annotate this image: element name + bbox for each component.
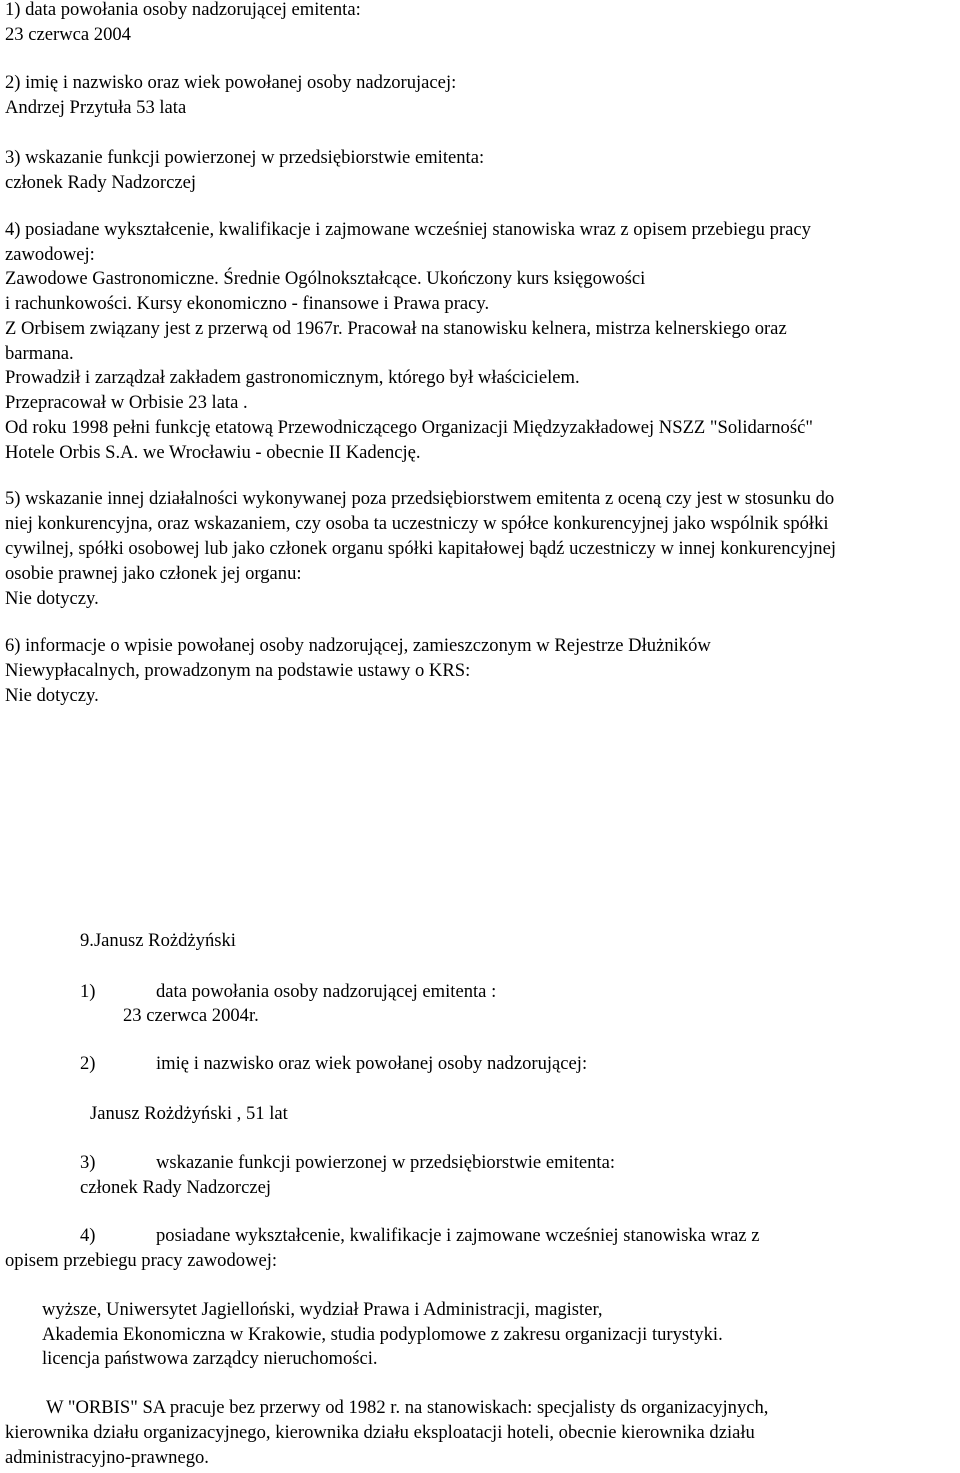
answer-4-line: Od roku 1998 pełni funkcję etatową Przewodniczącego Organizacji Międzyzakładowej NSZZ "Solidarność" <box>5 417 813 438</box>
item-1-answer: 23 czerwca 2004r. <box>123 1005 259 1026</box>
item-number: 4) <box>80 1225 96 1246</box>
item-2-answer: Janusz Rożdżyński , 51 lat <box>90 1103 288 1124</box>
question-6-line: Niewypłacalnych, prowadzonym na podstawie ustawy o KRS: <box>5 660 471 681</box>
question-2: 2) imię i nazwisko oraz wiek powołanej osoby nadzorujacej: <box>5 72 457 93</box>
item-number: 3) <box>80 1152 96 1173</box>
education-line: Akademia Ekonomiczna w Krakowie, studia podyplomowe z zakresu organizacji turystyki. <box>42 1324 723 1345</box>
item-text: posiadane wykształcenie, kwalifikacje i zajmowane wcześniej stanowiska wraz z <box>156 1225 760 1246</box>
career-line: W "ORBIS" SA pracuje bez przerwy od 1982 r. na stanowiskach: specjalisty ds organizacyjnych, <box>46 1397 769 1418</box>
answer-4-line: i rachunkowości. Kursy ekonomiczno - finansowe i Prawa pracy. <box>5 293 490 314</box>
answer-4-line: Przepracował w Orbisie 23 lata . <box>5 392 248 413</box>
answer-3: członek Rady Nadzorczej <box>5 172 197 193</box>
numbered-item-2 <box>80 1052 587 1076</box>
question-6-line: 6) informacje o wpisie powołanej osoby nadzorującej, zamieszczonym w Rejestrze Dłużników <box>5 635 711 656</box>
answer-4-line: Z Orbisem związany jest z przerwą od 1967r. Pracował na stanowisku kelnera, mistrza kelnerskiego oraz <box>5 318 787 339</box>
numbered-item-4 <box>80 1224 760 1248</box>
answer-1: 23 czerwca 2004 <box>5 24 131 45</box>
item-text: wskazanie funkcji powierzonej w przedsiębiorstwie emitenta: <box>156 1152 615 1173</box>
education-line: licencja państwowa zarządcy nieruchomości. <box>42 1348 378 1369</box>
question-5-line: cywilnej, spółki osobowej lub jako członek organu spółki kapitałowej bądź uczestniczy w innej konkurencyjnej <box>5 538 836 559</box>
item-text: imię i nazwisko oraz wiek powołanej osoby nadzorującej: <box>156 1053 588 1074</box>
answer-6: Nie dotyczy. <box>5 685 99 706</box>
question-1: 1) data powołania osoby nadzorującej emitenta: <box>5 0 361 20</box>
numbered-item-1 <box>80 980 496 1004</box>
item-text: data powołania osoby nadzorującej emitenta : <box>156 981 497 1002</box>
question-5-line: osobie prawnej jako członek jej organu: <box>5 563 302 584</box>
answer-2: Andrzej Przytuła 53 lata <box>5 97 187 118</box>
item-number: 1) <box>80 981 96 1002</box>
item-4-continuation: opisem przebiegu pracy zawodowej: <box>5 1250 278 1271</box>
section-heading: 9.Janusz Rożdżyński <box>80 930 236 951</box>
question-4-line-2: zawodowej: <box>5 244 95 265</box>
answer-4-line: barmana. <box>5 343 74 364</box>
item-number: 2) <box>80 1053 96 1074</box>
numbered-item-3 <box>80 1151 615 1175</box>
answer-5: Nie dotyczy. <box>5 588 99 609</box>
item-3-answer: członek Rady Nadzorczej <box>80 1177 272 1198</box>
question-3: 3) wskazanie funkcji powierzonej w przedsiębiorstwie emitenta: <box>5 147 485 168</box>
answer-4-line: Prowadził i zarządzał zakładem gastronomicznym, którego był właścicielem. <box>5 367 580 388</box>
answer-4-line: Zawodowe Gastronomiczne. Średnie Ogólnokształcące. Ukończony kurs księgowości <box>5 268 646 289</box>
career-line: kierownika działu organizacyjnego, kierownika działu eksploatacji hoteli, obecnie kierownika działu <box>5 1422 755 1443</box>
education-line: wyższe, Uniwersytet Jagielloński, wydział Prawa i Administracji, magister, <box>42 1299 603 1320</box>
question-5-line: 5) wskazanie innej działalności wykonywanej poza przedsiębiorstwem emitenta z oceną czy jest w stosunku do <box>5 488 835 509</box>
question-4-line-1: 4) posiadane wykształcenie, kwalifikacje i zajmowane wcześniej stanowiska wraz z opisem przebiegu pracy <box>5 219 811 240</box>
career-line: administracyjno-prawnego. <box>5 1447 209 1468</box>
answer-4-line: Hotele Orbis S.A. we Wrocławiu - obecnie II Kadencję. <box>5 442 421 463</box>
question-5-line: niej konkurencyjna, oraz wskazaniem, czy osoba ta uczestniczy w spółce konkurencyjnej jako wspólnik spółki <box>5 513 829 534</box>
